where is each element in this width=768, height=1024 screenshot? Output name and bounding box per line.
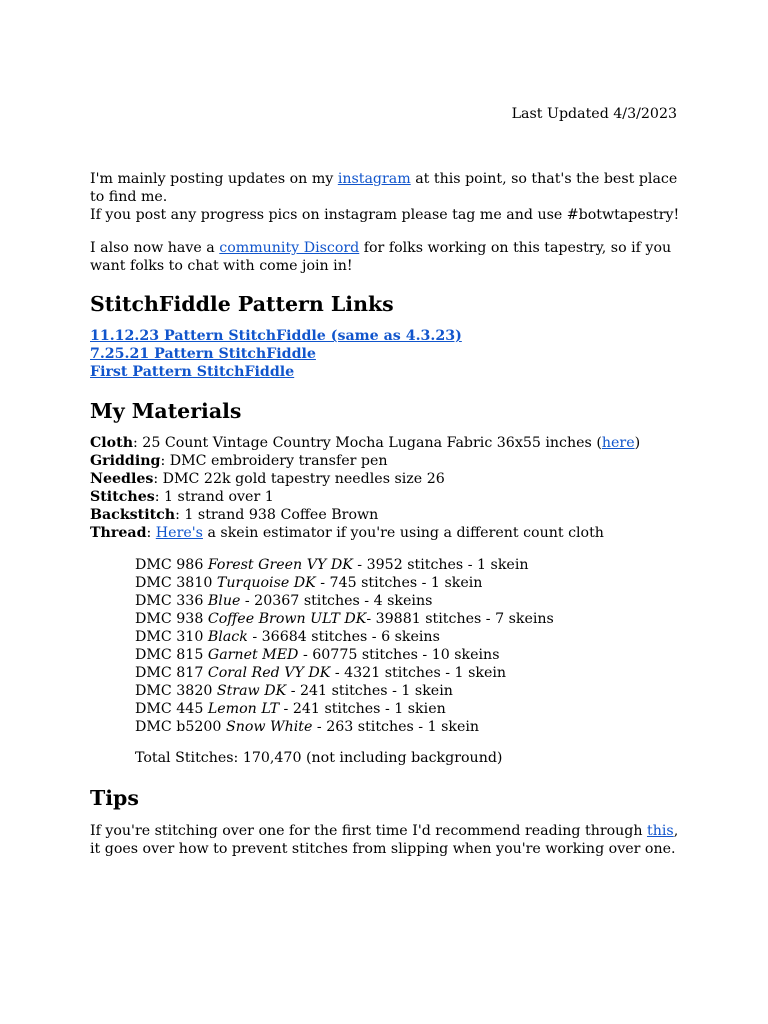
material-value: : 25 Count Vintage Country Mocha Lugana Fabric 36x55 inches ( — [133, 435, 602, 451]
material-label: Gridding — [90, 453, 161, 469]
pattern-link-first[interactable]: First Pattern StitchFiddle — [90, 364, 295, 380]
thread-item — [135, 628, 690, 646]
materials-heading: My Materials — [90, 399, 242, 423]
thread-code: DMC 986 — [135, 557, 208, 573]
thread-name: Lemon LT — [207, 701, 280, 717]
material-value: a skein estimator if you're using a different count cloth — [202, 525, 604, 541]
material-label: Backstitch — [90, 507, 176, 523]
skein-estimator-link[interactable]: Here's — [155, 525, 203, 541]
document-body — [90, 170, 690, 858]
thread-code: DMC b5200 — [135, 719, 226, 735]
thread-count: - 39881 stitches - 7 skeins — [366, 611, 554, 627]
tips-link[interactable]: this — [647, 823, 674, 839]
tips-paragraph — [90, 822, 690, 858]
intro-text: at this point, so that's the best place to find me. — [90, 171, 678, 205]
thread-count: - 241 stitches - 1 skien — [279, 701, 446, 717]
discord-text: for folks working on this tapestry, so if you want folks to chat with come join in! — [90, 240, 672, 274]
thread-name: Coral Red VY DK — [207, 665, 331, 681]
material-value: : 1 strand over 1 — [154, 489, 274, 505]
thread-item — [135, 574, 690, 592]
thread-code: DMC 938 — [135, 611, 208, 627]
thread-count: - 36684 stitches - 6 skeins — [247, 629, 440, 645]
discord-link[interactable]: community Discord — [219, 240, 360, 256]
material-label: Thread — [90, 525, 147, 541]
discord-paragraph — [90, 239, 690, 275]
material-thread — [90, 524, 690, 542]
thread-list — [90, 556, 690, 736]
pattern-links-heading: StitchFiddle Pattern Links — [90, 292, 394, 316]
pattern-link-72521[interactable]: 7.25.21 Pattern StitchFiddle — [90, 346, 316, 362]
thread-name: Garnet MED — [207, 647, 299, 663]
material-value: : DMC embroidery transfer pen — [160, 453, 388, 469]
thread-item — [135, 682, 690, 700]
thread-name: Blue — [207, 593, 241, 609]
material-label: Cloth — [90, 435, 134, 451]
thread-count: - 60775 stitches - 10 skeins — [298, 647, 500, 663]
thread-code: DMC 445 — [135, 701, 208, 717]
material-cloth — [90, 434, 690, 452]
last-updated: Last Updated 4/3/2023 — [511, 106, 677, 122]
thread-code: DMC 336 — [135, 593, 208, 609]
thread-code: DMC 3820 — [135, 683, 217, 699]
tips-text: , it goes over how to prevent stitches from slipping when you're working over one. — [90, 823, 679, 857]
thread-item — [135, 610, 690, 628]
intro-paragraph — [90, 170, 690, 224]
thread-code: DMC 815 — [135, 647, 208, 663]
thread-count: - 3952 stitches - 1 skein — [352, 557, 529, 573]
instagram-link[interactable]: instagram — [337, 171, 411, 187]
tips-heading: Tips — [90, 786, 139, 810]
material-value: : — [146, 525, 156, 541]
thread-name: Turquoise DK — [216, 575, 316, 591]
discord-text: I also now have a — [90, 240, 220, 256]
thread-count: - 745 stitches - 1 skein — [315, 575, 483, 591]
material-value: ) — [634, 435, 641, 451]
total-stitches: Total Stitches: 170,470 (not including background) — [135, 750, 503, 766]
thread-item — [135, 718, 690, 736]
material-needles — [90, 470, 690, 488]
thread-item — [135, 664, 690, 682]
thread-count: - 263 stitches - 1 skein — [312, 719, 480, 735]
thread-name: Black — [207, 629, 248, 645]
thread-item — [135, 646, 690, 664]
intro-hashtag-text: If you post any progress pics on instagram please tag me and use #botwtapestry! — [90, 207, 680, 223]
thread-item — [135, 700, 690, 718]
thread-item — [135, 556, 690, 574]
material-value: : DMC 22k gold tapestry needles size 26 — [153, 471, 445, 487]
thread-item — [135, 592, 690, 610]
material-stitches — [90, 488, 690, 506]
material-label: Stitches — [90, 489, 155, 505]
tips-text: If you're stitching over one for the first time I'd recommend reading through — [90, 823, 648, 839]
thread-name: Straw DK — [216, 683, 287, 699]
cloth-link[interactable]: here — [601, 435, 635, 451]
intro-text: I'm mainly posting updates on my — [90, 171, 338, 187]
material-label: Needles — [90, 471, 154, 487]
material-backstitch — [90, 506, 690, 524]
thread-name: Forest Green VY DK — [207, 557, 353, 573]
thread-name: Snow White — [225, 719, 313, 735]
pattern-link-111223[interactable]: 11.12.23 Pattern StitchFiddle (same as 4.3.23) — [90, 328, 462, 344]
thread-count: - 20367 stitches - 4 skeins — [240, 593, 433, 609]
thread-count: - 4321 stitches - 1 skein — [330, 665, 507, 681]
pattern-links-list — [90, 327, 690, 381]
material-value: : 1 strand 938 Coffee Brown — [175, 507, 379, 523]
thread-code: DMC 310 — [135, 629, 208, 645]
thread-code: DMC 817 — [135, 665, 208, 681]
materials-list — [90, 434, 690, 542]
thread-code: DMC 3810 — [135, 575, 217, 591]
thread-name: Coffee Brown ULT DK — [207, 611, 367, 627]
material-gridding — [90, 452, 690, 470]
thread-count: - 241 stitches - 1 skein — [286, 683, 453, 699]
